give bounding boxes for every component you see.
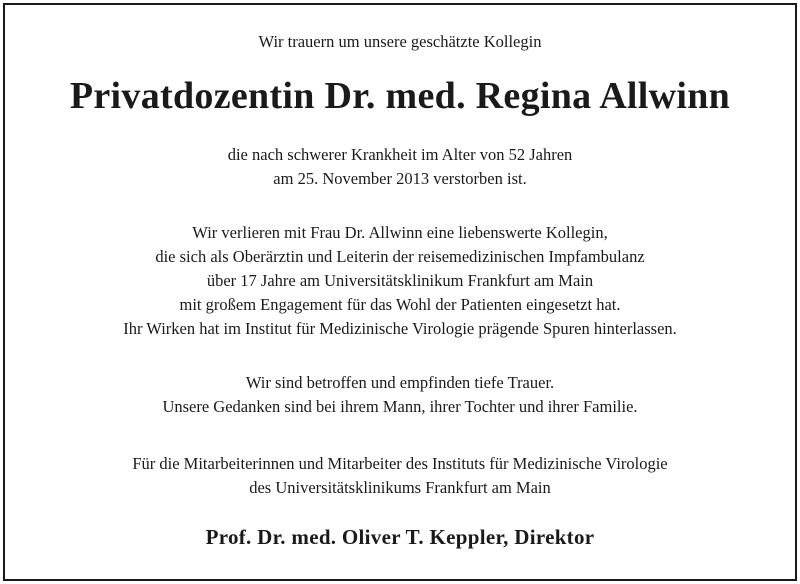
- tribute-line-5: Ihr Wirken hat im Institut für Medizinische Virologie prägende Spuren hinterlassen.: [123, 319, 677, 338]
- death-notice-line-1: die nach schwerer Krankheit im Alter von 52 Jahren: [227, 145, 573, 164]
- tribute-line-2: die sich als Oberärztin und Leiterin der reisemedizinischen Impfambulanz: [155, 247, 645, 266]
- condolence-line-2: Unsere Gedanken sind bei ihrem Mann, ihrer Tochter und ihrer Familie.: [162, 397, 638, 416]
- tribute-line-1: Wir verlieren mit Frau Dr. Allwinn eine liebenswerte Kollegin,: [192, 223, 608, 242]
- on-behalf-of-line-2: des Universitätsklinikums Frankfurt am Main: [249, 478, 551, 497]
- tribute-line-3: über 17 Jahre am Universitätsklinikum Frankfurt am Main: [206, 271, 594, 290]
- tribute-line-4: mit großem Engagement für das Wohl der Patienten eingesetzt hat.: [179, 295, 621, 314]
- intro-line: Wir trauern um unsere geschätzte Kollegin: [258, 32, 542, 51]
- deceased-name-heading: Privatdozentin Dr. med. Regina Allwinn: [69, 75, 731, 117]
- on-behalf-of-line-1: Für die Mitarbeiterinnen und Mitarbeiter des Instituts für Medizinische Virologie: [132, 454, 668, 473]
- condolence-line-1: Wir sind betroffen und empfinden tiefe Trauer.: [245, 373, 555, 392]
- signature-line: Prof. Dr. med. Oliver T. Keppler, Direktor: [205, 525, 595, 549]
- death-notice-line-2: am 25. November 2013 verstorben ist.: [273, 169, 527, 188]
